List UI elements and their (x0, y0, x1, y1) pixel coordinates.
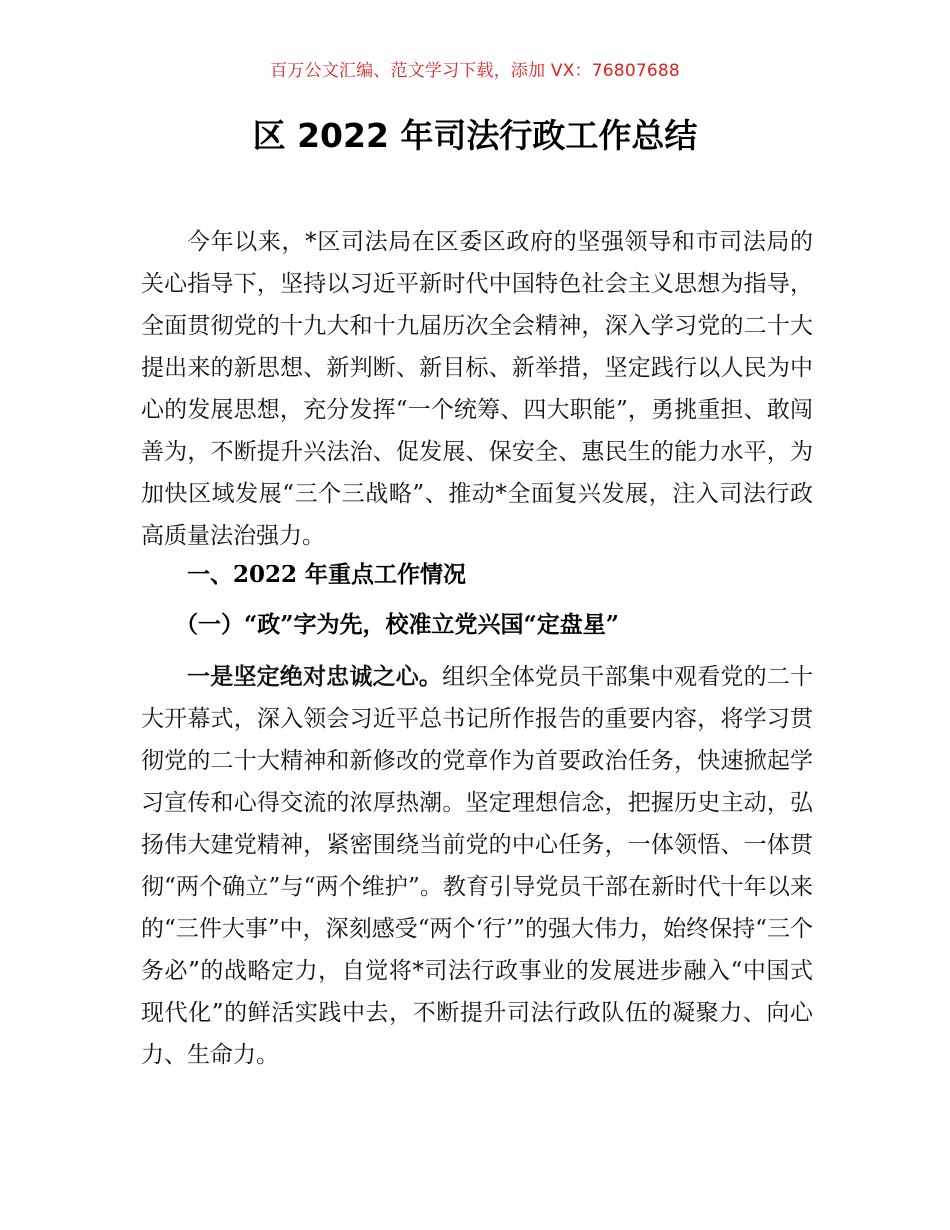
section-heading: 一、2022 年重点工作情况 (187, 561, 467, 588)
intro-block (141, 221, 813, 557)
page-title: 区 2022 年司法行政工作总结 (252, 116, 698, 155)
point-one-text: 组织全体党员干部集中观看党的二十大开幕式，深入领会习近平总书记所作报告的重要内容，将学习贯彻党的二十大精神和新修改的党章作为首要政治任务，快速掀起学习宣传和心得交流的浓厚热潮。坚定理想信念，把握历史主动，弘扬伟大建党精神，紧密围绕当前党的中心任务，一体领悟、一体贯彻“两个确立”与“两个维护”。教育引导党员干部在新时代十年以来的“三件大事”中，深刻感受“两个‘行’”的强大伟力，始终保持“三个务必”的战略定力，自觉将*司法行政事业的发展进步融入“中国式现代化”的鲜活实践中去，不断提升司法行政队伍的凝聚力、向心力、生命力。 (141, 664, 814, 1068)
point-one-paragraph (141, 656, 813, 1076)
watermark-header: 百万公文汇编、范文学习下载，添加 VX：76807688 (270, 61, 680, 81)
intro-paragraph: 今年以来，*区司法局在区委区政府的坚强领导和市司法局的关心指导下，坚持以习近平新时代中国特色社会主义思想为指导，全面贯彻党的十九大和十九届历次全会精神，深入学习党的二十大提出来的新思想、新判断、新目标、新举措，坚定践行以人民为中心的发展思想，充分发挥“一个统筹、四大职能”，勇挑重担、敢闯善为，不断提升兴法治、促发展、保安全、惠民生的能力水平，为加快区域发展“三个三战略”、推动*全面复兴发展，注入司法行政高质量法治强力。 (141, 229, 813, 549)
point-one-lead: 一是坚定绝对忠诚之心。 (187, 663, 443, 690)
subsection-heading: （一）“政”字为先，校准立党兴国“定盘星” (175, 611, 619, 638)
point-one-block (141, 656, 813, 1076)
